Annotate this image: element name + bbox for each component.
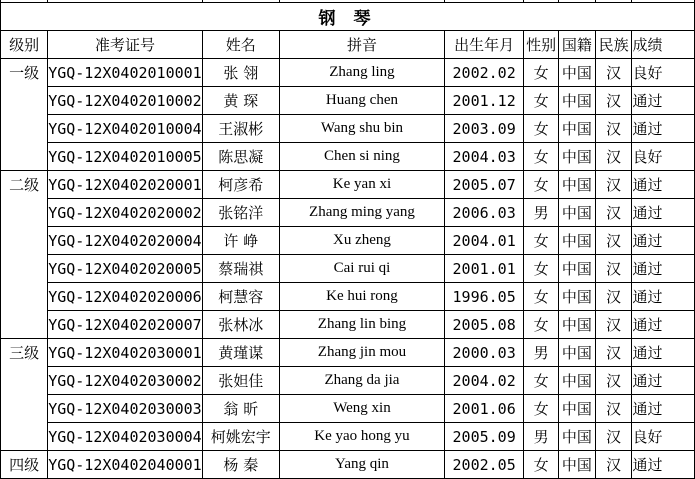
table-row xyxy=(1,59,695,87)
header-exam-id: 准考证号 xyxy=(48,31,203,59)
result-cell: 通过 xyxy=(632,367,695,395)
name-cell: 张 翎 xyxy=(202,59,279,87)
birth-cell: 2004.02 xyxy=(445,367,524,395)
title-row xyxy=(1,3,695,31)
name-cell: 蔡瑞祺 xyxy=(202,255,279,283)
birth-cell: 1996.05 xyxy=(445,283,524,311)
gender-cell: 女 xyxy=(524,311,559,339)
name-cell: 张林冰 xyxy=(202,311,279,339)
level-cell xyxy=(1,255,48,283)
pinyin-cell: Cai rui qi xyxy=(279,255,444,283)
exam-id-cell: YGQ-12X0402010005 xyxy=(48,143,203,171)
table-row xyxy=(1,227,695,255)
level-cell xyxy=(1,199,48,227)
birth-cell: 2002.02 xyxy=(445,59,524,87)
level-cell xyxy=(1,283,48,311)
result-cell: 通过 xyxy=(632,171,695,199)
nationality-cell: 中国 xyxy=(559,423,596,451)
gender-cell: 女 xyxy=(524,87,559,115)
result-cell: 通过 xyxy=(632,395,695,423)
header-birth: 出生年月 xyxy=(445,31,524,59)
table-row xyxy=(1,171,695,199)
gender-cell: 男 xyxy=(524,339,559,367)
birth-cell: 2005.08 xyxy=(445,311,524,339)
exam-id-cell: YGQ-12X0402020006 xyxy=(48,283,203,311)
table-row xyxy=(1,255,695,283)
table-row xyxy=(1,423,695,451)
birth-cell: 2001.06 xyxy=(445,395,524,423)
result-cell: 通过 xyxy=(632,227,695,255)
pinyin-cell: Chen si ning xyxy=(279,143,444,171)
pinyin-cell: Wang shu bin xyxy=(279,115,444,143)
birth-cell: 2005.07 xyxy=(445,171,524,199)
header-row xyxy=(1,31,695,59)
table-row xyxy=(1,339,695,367)
exam-id-cell: YGQ-12X0402010002 xyxy=(48,87,203,115)
birth-cell: 2004.01 xyxy=(445,227,524,255)
table-row xyxy=(1,283,695,311)
level-cell xyxy=(1,395,48,423)
gender-cell: 女 xyxy=(524,143,559,171)
level-cell xyxy=(1,367,48,395)
nationality-cell: 中国 xyxy=(559,339,596,367)
birth-cell: 2002.05 xyxy=(445,451,524,479)
name-cell: 陈思凝 xyxy=(202,143,279,171)
pinyin-cell: Weng xin xyxy=(279,395,444,423)
exam-id-cell: YGQ-12X0402030003 xyxy=(48,395,203,423)
nationality-cell: 中国 xyxy=(559,59,596,87)
header-result: 成绩 xyxy=(632,31,695,59)
level-cell xyxy=(1,87,48,115)
ethnicity-cell: 汉 xyxy=(595,367,632,395)
result-cell: 通过 xyxy=(632,115,695,143)
gender-cell: 女 xyxy=(524,283,559,311)
header-ethnicity: 民族 xyxy=(595,31,632,59)
exam-id-cell: YGQ-12X0402030001 xyxy=(48,339,203,367)
exam-id-cell: YGQ-12X0402020002 xyxy=(48,199,203,227)
pinyin-cell: Zhang lin bing xyxy=(279,311,444,339)
name-cell: 黄瑾谋 xyxy=(202,339,279,367)
name-cell: 黄 琛 xyxy=(202,87,279,115)
birth-cell: 2001.01 xyxy=(445,255,524,283)
gender-cell: 女 xyxy=(524,395,559,423)
gender-cell: 女 xyxy=(524,451,559,479)
nationality-cell: 中国 xyxy=(559,283,596,311)
level-cell: 四级 xyxy=(1,451,48,479)
gender-cell: 女 xyxy=(524,227,559,255)
table-row xyxy=(1,395,695,423)
pinyin-cell: Ke yao hong yu xyxy=(279,423,444,451)
nationality-cell: 中国 xyxy=(559,227,596,255)
result-cell: 通过 xyxy=(632,199,695,227)
ethnicity-cell: 汉 xyxy=(595,59,632,87)
ethnicity-cell: 汉 xyxy=(595,451,632,479)
pinyin-cell: Xu zheng xyxy=(279,227,444,255)
name-cell: 张妲佳 xyxy=(202,367,279,395)
result-cell: 通过 xyxy=(632,451,695,479)
header-level: 级别 xyxy=(1,31,48,59)
name-cell: 王淑彬 xyxy=(202,115,279,143)
nationality-cell: 中国 xyxy=(559,451,596,479)
table-row xyxy=(1,143,695,171)
exam-id-cell: YGQ-12X0402020005 xyxy=(48,255,203,283)
ethnicity-cell: 汉 xyxy=(595,199,632,227)
level-cell xyxy=(1,423,48,451)
result-cell: 通过 xyxy=(632,87,695,115)
pinyin-cell: Zhang ming yang xyxy=(279,199,444,227)
name-cell: 张铭洋 xyxy=(202,199,279,227)
nationality-cell: 中国 xyxy=(559,143,596,171)
gender-cell: 男 xyxy=(524,199,559,227)
gender-cell: 女 xyxy=(524,367,559,395)
level-cell xyxy=(1,227,48,255)
nationality-cell: 中国 xyxy=(559,367,596,395)
name-cell: 柯慧容 xyxy=(202,283,279,311)
gender-cell: 女 xyxy=(524,59,559,87)
table-row xyxy=(1,367,695,395)
gender-cell: 女 xyxy=(524,171,559,199)
level-cell xyxy=(1,115,48,143)
nationality-cell: 中国 xyxy=(559,171,596,199)
pinyin-cell: Zhang ling xyxy=(279,59,444,87)
gender-cell: 女 xyxy=(524,115,559,143)
table-row xyxy=(1,199,695,227)
name-cell: 许 峥 xyxy=(202,227,279,255)
table-row xyxy=(1,451,695,479)
birth-cell: 2000.03 xyxy=(445,339,524,367)
ethnicity-cell: 汉 xyxy=(595,227,632,255)
ethnicity-cell: 汉 xyxy=(595,395,632,423)
exam-id-cell: YGQ-12X0402030002 xyxy=(48,367,203,395)
ethnicity-cell: 汉 xyxy=(595,311,632,339)
name-cell: 柯彦希 xyxy=(202,171,279,199)
nationality-cell: 中国 xyxy=(559,199,596,227)
nationality-cell: 中国 xyxy=(559,255,596,283)
nationality-cell: 中国 xyxy=(559,87,596,115)
exam-id-cell: YGQ-12X0402030004 xyxy=(48,423,203,451)
table-row xyxy=(1,87,695,115)
pinyin-cell: Zhang da jia xyxy=(279,367,444,395)
ethnicity-cell: 汉 xyxy=(595,339,632,367)
exam-id-cell: YGQ-12X0402010001 xyxy=(48,59,203,87)
result-cell: 良好 xyxy=(632,143,695,171)
birth-cell: 2001.12 xyxy=(445,87,524,115)
pinyin-cell: Yang qin xyxy=(279,451,444,479)
name-cell: 杨 秦 xyxy=(202,451,279,479)
gender-cell: 男 xyxy=(524,423,559,451)
level-cell: 二级 xyxy=(1,171,48,199)
name-cell: 翁 昕 xyxy=(202,395,279,423)
exam-id-cell: YGQ-12X0402010004 xyxy=(48,115,203,143)
birth-cell: 2003.09 xyxy=(445,115,524,143)
result-cell: 通过 xyxy=(632,283,695,311)
ethnicity-cell: 汉 xyxy=(595,283,632,311)
name-cell: 柯姚宏宇 xyxy=(202,423,279,451)
ethnicity-cell: 汉 xyxy=(595,423,632,451)
ethnicity-cell: 汉 xyxy=(595,171,632,199)
ethnicity-cell: 汉 xyxy=(595,87,632,115)
table-title: 钢 琴 xyxy=(1,3,695,31)
birth-cell: 2006.03 xyxy=(445,199,524,227)
ethnicity-cell: 汉 xyxy=(595,255,632,283)
result-cell: 良好 xyxy=(632,59,695,87)
level-cell: 一级 xyxy=(1,59,48,87)
nationality-cell: 中国 xyxy=(559,395,596,423)
exam-id-cell: YGQ-12X0402020004 xyxy=(48,227,203,255)
pinyin-cell: Ke hui rong xyxy=(279,283,444,311)
pinyin-cell: Zhang jin mou xyxy=(279,339,444,367)
header-pinyin: 拼音 xyxy=(279,31,444,59)
birth-cell: 2005.09 xyxy=(445,423,524,451)
level-cell: 三级 xyxy=(1,339,48,367)
table-row xyxy=(1,115,695,143)
header-gender: 性别 xyxy=(524,31,559,59)
table-row xyxy=(1,311,695,339)
header-name: 姓名 xyxy=(202,31,279,59)
ethnicity-cell: 汉 xyxy=(595,143,632,171)
nationality-cell: 中国 xyxy=(559,311,596,339)
pinyin-cell: Ke yan xi xyxy=(279,171,444,199)
result-cell: 通过 xyxy=(632,255,695,283)
level-cell xyxy=(1,311,48,339)
result-cell: 良好 xyxy=(632,423,695,451)
exam-id-cell: YGQ-12X0402020001 xyxy=(48,171,203,199)
ethnicity-cell: 汉 xyxy=(595,115,632,143)
nationality-cell: 中国 xyxy=(559,115,596,143)
exam-id-cell: YGQ-12X0402020007 xyxy=(48,311,203,339)
birth-cell: 2004.03 xyxy=(445,143,524,171)
result-cell: 通过 xyxy=(632,339,695,367)
level-cell xyxy=(1,143,48,171)
exam-id-cell: YGQ-12X0402040001 xyxy=(48,451,203,479)
header-nationality: 国籍 xyxy=(559,31,596,59)
pinyin-cell: Huang chen xyxy=(279,87,444,115)
result-cell: 通过 xyxy=(632,311,695,339)
gender-cell: 女 xyxy=(524,255,559,283)
